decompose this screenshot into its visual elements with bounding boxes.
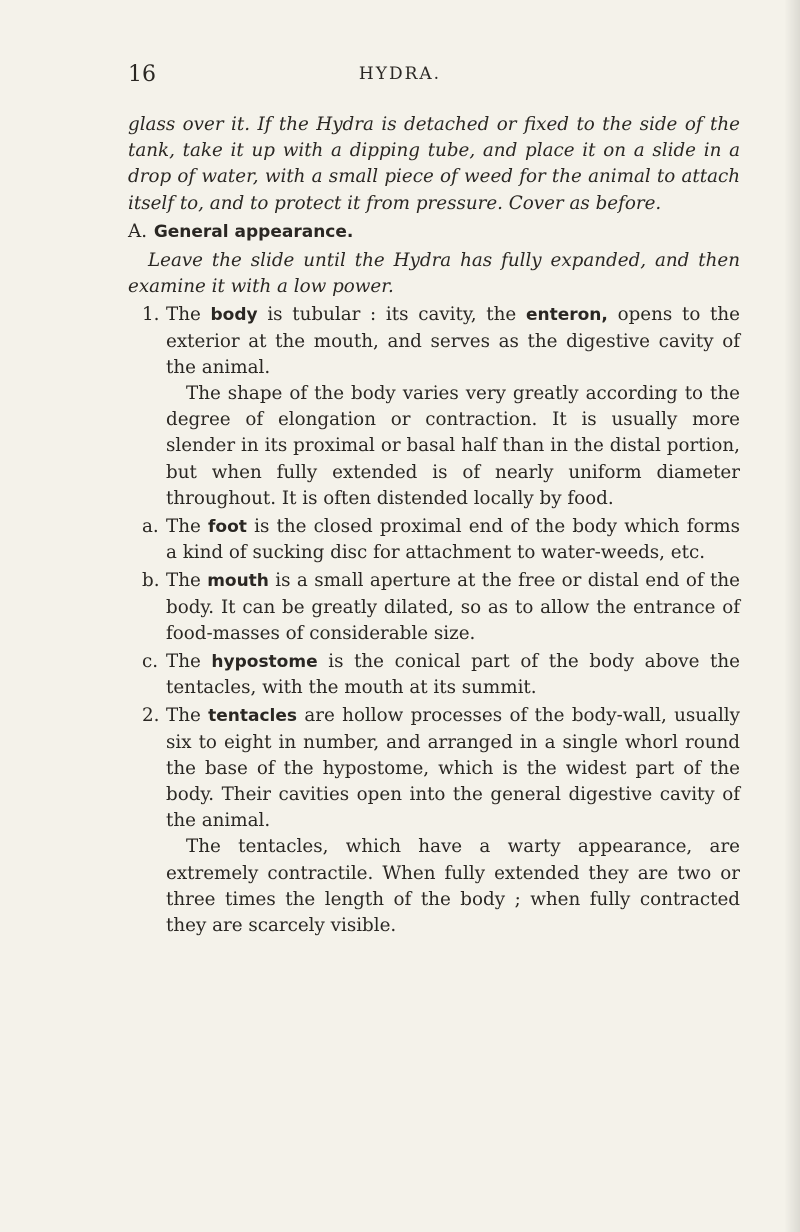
- item-c-paragraph: [166, 649, 740, 701]
- item-c-text-a: The: [166, 651, 212, 673]
- item-a-text-b: is the closed proximal end of the body which forms a kind of sucking disc for attachment to water-weeds, etc.: [166, 516, 740, 564]
- section-a-instruction: Leave the slide until the Hydra has fully expanded, and then examine it with a low power.: [128, 250, 740, 298]
- item-1-text-a: The: [166, 304, 211, 326]
- item-b-paragraph: [166, 568, 740, 647]
- term-hypostome: hypostome: [211, 652, 318, 673]
- item-c-text-b: is the conical part of the body above the tentacles, with the mouth at its summit.: [166, 651, 740, 699]
- item-2-text-a: The: [166, 705, 209, 727]
- item-a-paragraph: [166, 514, 740, 566]
- item-2-paragraph: [166, 703, 740, 834]
- item-a: [128, 514, 740, 566]
- item-2: [128, 703, 740, 939]
- page-number: 16: [128, 62, 156, 87]
- term-mouth: mouth: [207, 571, 269, 592]
- item-c: [128, 649, 740, 701]
- item-b-text-a: The: [166, 570, 208, 592]
- item-a-text-a: The: [166, 516, 208, 538]
- body-text: [128, 112, 740, 939]
- item-1-paragraph-2: The shape of the body varies very greatly according to the degree of elongation or contraction. It is usually more slender in its proximal or basal half than in the distal portion, but when fully extended is of nearly uniform diameter throughout. It is often distended locally by food.: [166, 383, 740, 509]
- item-2-number: 2.: [142, 705, 160, 727]
- item-1-text-b: is tubular : its cavity, the: [257, 304, 526, 326]
- page-edge-shadow: [784, 0, 800, 1232]
- item-1-paragraph: [166, 302, 740, 381]
- item-1-text-c: opens to the exterior at the mouth, and serves as the digestive cavity of the animal.: [166, 304, 740, 378]
- term-enteron: enteron,: [525, 305, 608, 326]
- item-2-paragraph-2: The tentacles, which have a warty appearance, are extremely contractile. When fully extended they are two or three times the length of the body ; when fully contracted they are scarcely visible.: [166, 836, 740, 937]
- page-header: [0, 62, 800, 92]
- item-1-number: 1.: [142, 304, 160, 326]
- running-head: HYDRA.: [358, 64, 442, 84]
- term-foot: foot: [208, 517, 247, 538]
- section-a-label: A.: [128, 220, 148, 242]
- item-1: [128, 302, 740, 512]
- item-b-number: b.: [142, 570, 160, 592]
- section-a-heading: [128, 219, 740, 245]
- item-2-text-b: are hollow processes of the body-wall, usually six to eight in number, and arranged in a single whorl round the base of the hypostome, which is the widest part of the body. Their cavities open into the general digestive cavity of the animal.: [166, 705, 740, 832]
- item-b: [128, 568, 740, 647]
- item-a-number: a.: [142, 516, 159, 538]
- intro-paragraph: glass over it. If the Hydra is detached or fixed to the side of the tank, take it up with a dipping tube, and place it on a slide in a drop of water, with a small piece of weed for the animal to attach itself to, and to protect it from pressure. Cover as before.: [128, 114, 740, 214]
- term-body: body: [210, 305, 258, 326]
- item-c-number: c.: [142, 651, 159, 673]
- section-a-title: General appearance.: [153, 221, 354, 242]
- term-tentacles: tentacles: [208, 706, 298, 727]
- item-b-text-b: is a small aperture at the free or distal end of the body. It can be greatly dilated, so as to allow the entrance of food-masses of considerable size.: [166, 570, 740, 644]
